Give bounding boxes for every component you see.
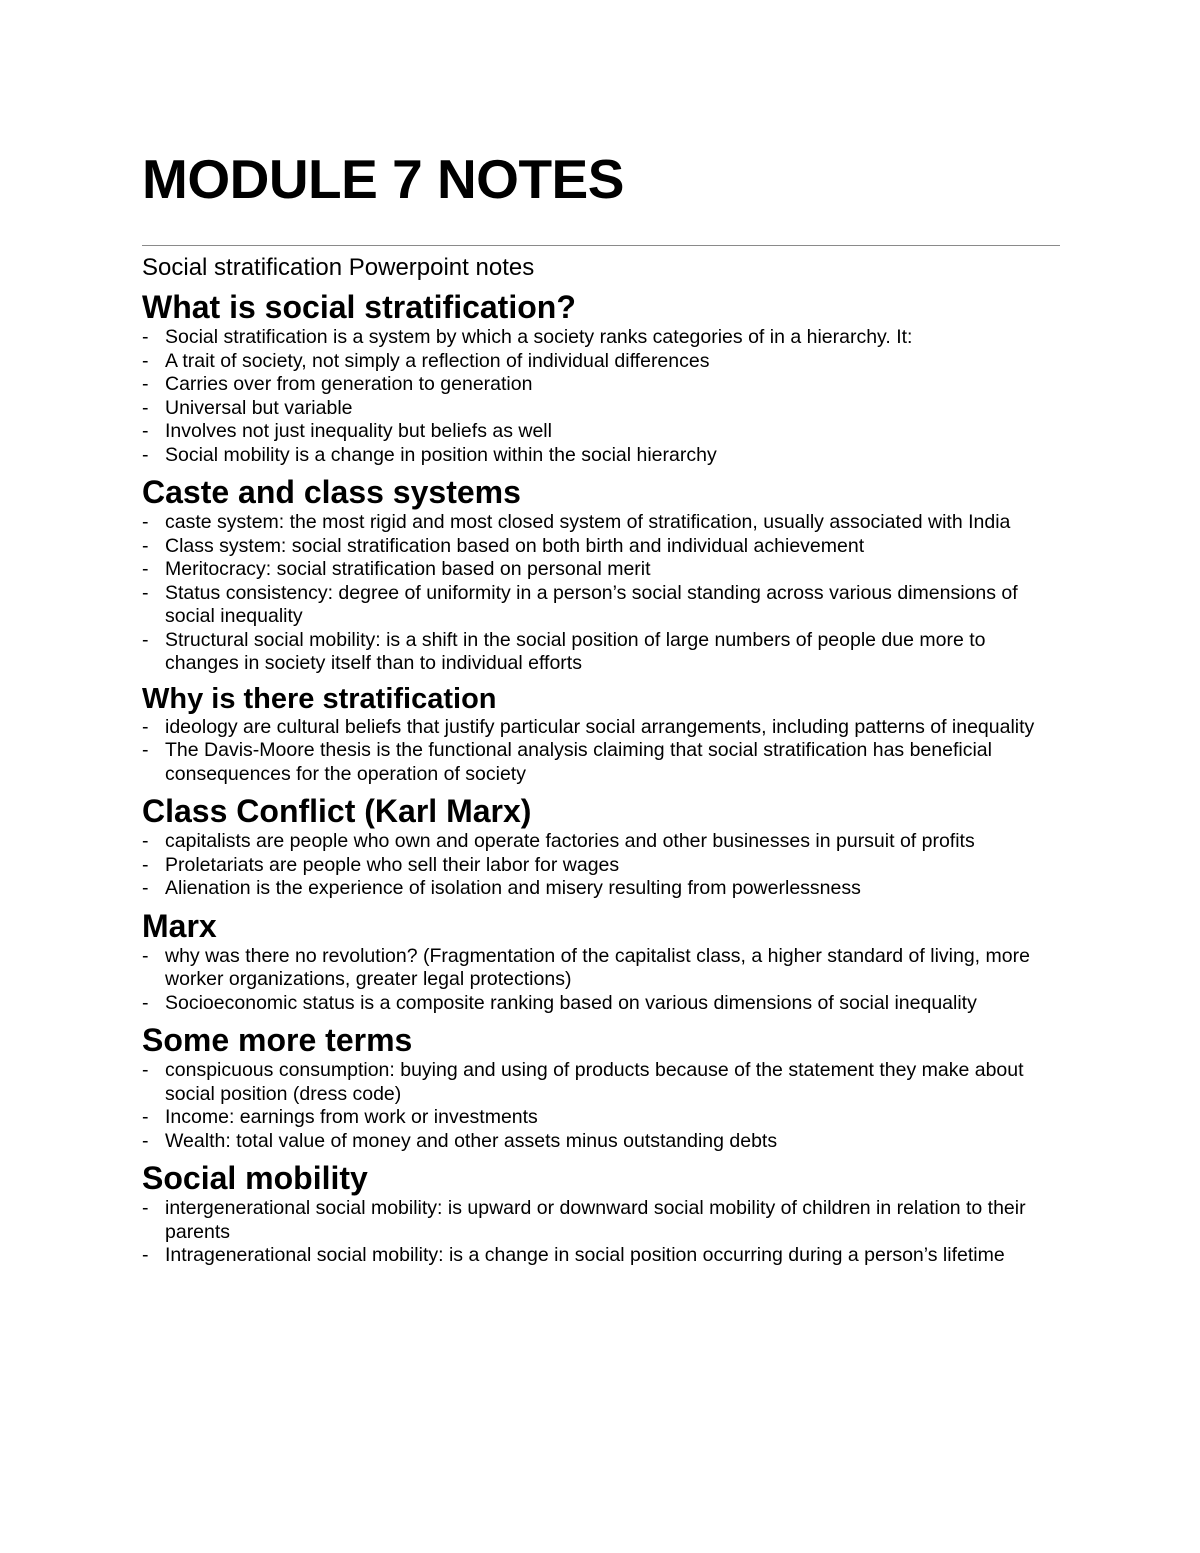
- section-social-mobility: [142, 1159, 1060, 1268]
- section-class-conflict: [142, 792, 1060, 901]
- list-item: - Involves not just inequality but beliefs as well: [142, 420, 552, 442]
- document-page: [142, 148, 1060, 1268]
- list-item: - Socioeconomic status is a composite ranking based on various dimensions of social inequality: [142, 991, 977, 1014]
- bullet-list: [142, 1059, 1060, 1153]
- section-heading: Social mobility: [142, 1160, 368, 1196]
- title-divider: [142, 245, 1060, 246]
- section-heading: What is social stratification?: [142, 289, 576, 325]
- document-title: MODULE 7 NOTES: [142, 148, 624, 210]
- list-item: - ideology are cultural beliefs that justify particular social arrangements, including patterns of inequality: [142, 715, 1035, 738]
- list-item: - The Davis-Moore thesis is the functional analysis claiming that social stratification has beneficial consequences for the operation of society: [142, 739, 992, 785]
- bullet-list: [142, 945, 1060, 1016]
- bullet-list: [142, 1197, 1060, 1268]
- list-item: - Alienation is the experience of isolation and misery resulting from powerlessness: [142, 877, 861, 899]
- list-item: - Class system: social stratification based on both birth and individual achievement: [142, 534, 865, 557]
- section-heading: Class Conflict (Karl Marx): [142, 793, 532, 829]
- section-heading: Marx: [142, 907, 217, 944]
- section-caste-and-class: [142, 473, 1060, 676]
- list-item: - Proletariats are people who sell their labor for wages: [142, 853, 620, 876]
- list-item: - why was there no revolution? (Fragmentation of the capitalist class, a higher standard of living, more worker organizations, greater legal protections): [142, 944, 1030, 990]
- list-item: - conspicuous consumption: buying and using of products because of the statement they make about social position (dress code): [142, 1059, 1024, 1105]
- list-item: - A trait of society, not simply a reflection of individual differences: [142, 349, 710, 372]
- section-heading: Why is there stratification: [142, 682, 497, 715]
- list-item: - intergenerational social mobility: is upward or downward social mobility of children in relation to their parents: [142, 1197, 1026, 1243]
- bullet-list: [142, 326, 1060, 467]
- list-item: - Status consistency: degree of uniformity in a person’s social standing across various dimensions of social inequality: [142, 581, 1018, 627]
- document-subtitle: Social stratification Powerpoint notes: [142, 254, 535, 281]
- list-item: - caste system: the most rigid and most closed system of stratification, usually associated with India: [142, 511, 1011, 533]
- section-heading: Caste and class systems: [142, 474, 521, 510]
- section-why-stratification: [142, 682, 1060, 787]
- list-item: - Wealth: total value of money and other assets minus outstanding debts: [142, 1129, 778, 1152]
- section-more-terms: [142, 1021, 1060, 1153]
- bullet-list: [142, 511, 1060, 676]
- list-item: - Intragenerational social mobility: is a change in social position occurring during a person’s lifetime: [142, 1244, 1005, 1266]
- list-item: - Social stratification is a system by which a society ranks categories of in a hierarchy. It:: [142, 326, 913, 348]
- section-heading: Some more terms: [142, 1022, 413, 1058]
- list-item: - capitalists are people who own and operate factories and other businesses in pursuit of profits: [142, 830, 975, 852]
- list-item: - Structural social mobility: is a shift in the social position of large numbers of people due more to changes in society itself than to individual efforts: [142, 628, 986, 674]
- list-item: - Social mobility is a change in position within the social hierarchy: [142, 443, 717, 466]
- bullet-list: [142, 716, 1060, 787]
- list-item: - Universal but variable: [142, 396, 353, 419]
- section-marx: [142, 907, 1060, 1016]
- list-item: - Income: earnings from work or investments: [142, 1106, 538, 1128]
- list-item: - Meritocracy: social stratification based on personal merit: [142, 558, 651, 580]
- section-what-is-stratification: [142, 288, 1060, 467]
- list-item: - Carries over from generation to generation: [142, 373, 533, 395]
- bullet-list: [142, 830, 1060, 901]
